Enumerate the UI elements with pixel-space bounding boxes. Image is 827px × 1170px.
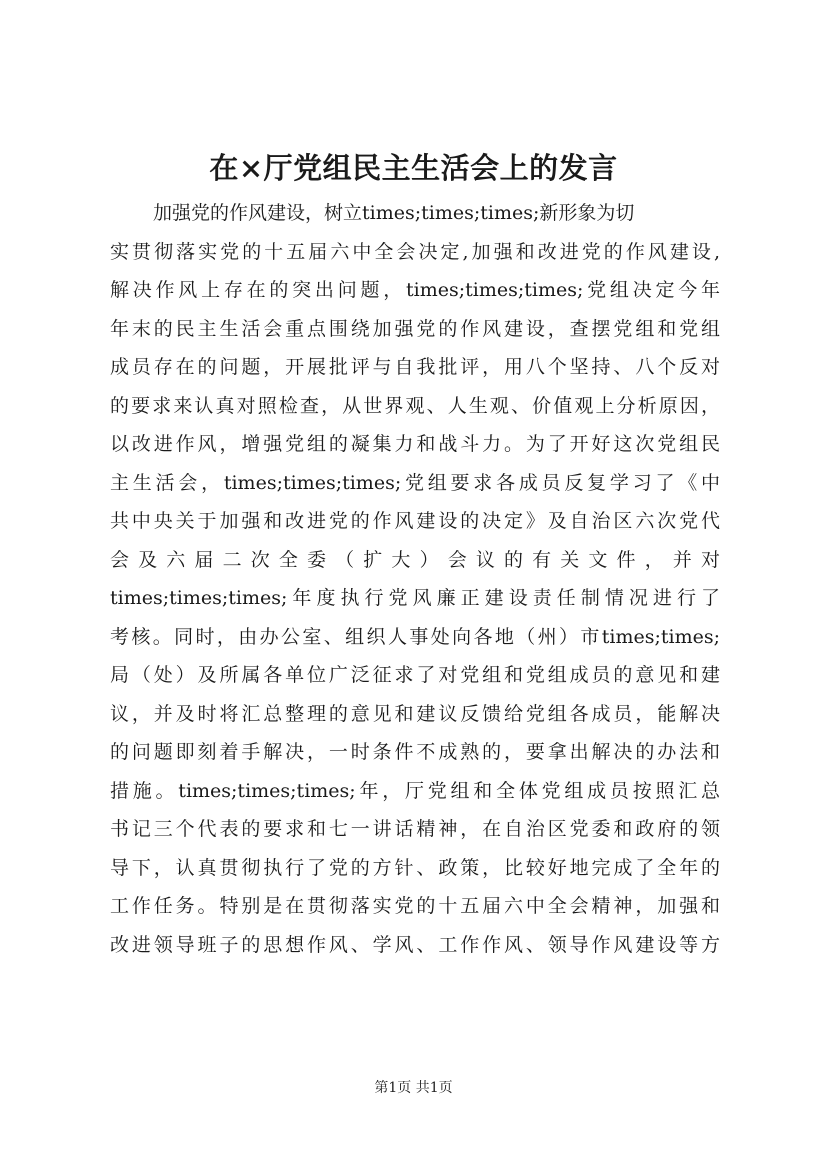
body-line: 考核。同时，由办公室、组织人事处向各地（州）市times;times;: [110, 625, 720, 648]
body-line: 的问题即刻着手解决，一时条件不成熟的，要拿出解决的办法和: [110, 741, 720, 763]
document-body: [110, 194, 720, 964]
page-footer: 第1页 共1页: [374, 1080, 453, 1096]
body-line: 会 及 六 届 二 次 全 委 （ 扩 大 ） 会 议 的 有 关 文 件 ， 并 对: [110, 548, 720, 571]
document-title: 在×厅党组民主生活会上的发言: [209, 151, 618, 185]
body-line: 改进领导班子的思想作风、学风、工作作风、领导作风建设等方: [110, 933, 720, 956]
body-line: 的要求来认真对照检查，从世界观、人生观、价值观上分析原因，: [110, 394, 720, 417]
body-line: 解决作风上存在的突出问题，times;times;times;党组决定今年: [110, 279, 720, 301]
body-line: 主生活会，times;times;times;党组要求各成员反复学习了《中: [110, 471, 720, 494]
body-line: times;times;times;年度执行党风廉正建设责任制情况进行了: [110, 587, 720, 609]
body-line: 导下，认真贯彻执行了党的方针、政策，比较好地完成了全年的: [110, 856, 720, 879]
body-line: 措施。times;times;times;年，厅党组和全体党组成员按照汇总: [110, 779, 720, 802]
body-line: 书记三个代表的要求和七一讲话精神，在自治区党委和政府的领: [110, 818, 720, 840]
body-line: 议，并及时将汇总整理的意见和建议反馈给党组各成员，能解决: [110, 702, 720, 725]
body-line: 以改进作风，增强党组的凝集力和战斗力。为了开好这次党组民: [110, 433, 720, 455]
body-line: 共中央关于加强和改进党的作风建设的决定》及自治区六次党代: [110, 510, 720, 532]
body-line: 工作任务。特别是在贯彻落实党的十五届六中全会精神，加强和: [110, 895, 720, 917]
body-line: 实贯彻落实党的十五届六中全会决定,加强和改进党的作风建设,: [110, 240, 720, 263]
body-line: 成员存在的问题，开展批评与自我批评，用八个坚持、八个反对: [110, 356, 720, 378]
body-line: 年末的民主生活会重点围绕加强党的作风建设，查摆党组和党组: [110, 317, 720, 340]
body-line: 局（处）及所属各单位广泛征求了对党组和党组成员的意见和建: [110, 664, 720, 686]
body-line: 加强党的作风建设，树立times;times;times;新形象为切: [153, 202, 635, 224]
